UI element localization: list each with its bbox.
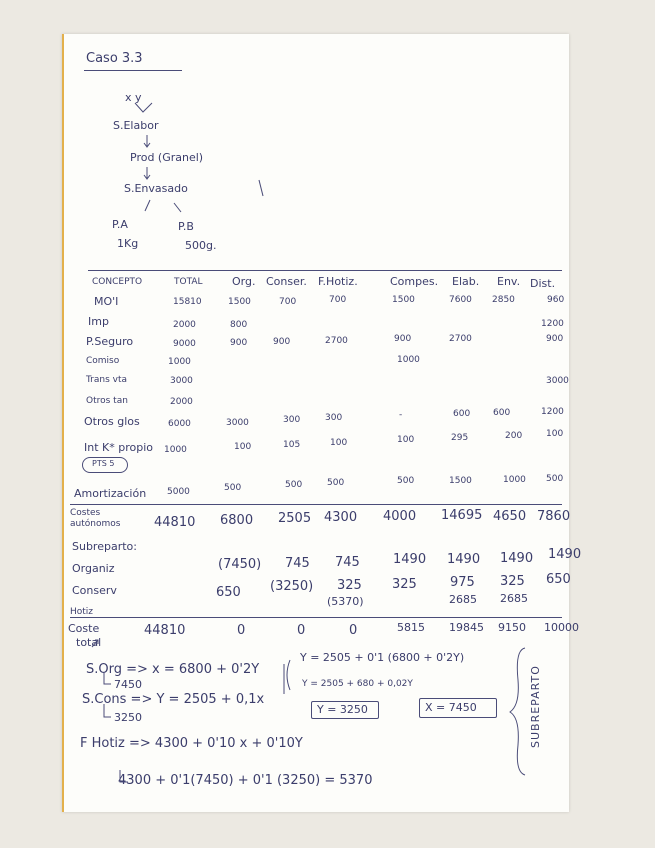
cell-fhot: 2700 bbox=[325, 336, 348, 346]
eq-y1: Y = 2505 + 0'1 (6800 + 0'2Y) bbox=[300, 651, 465, 664]
eq-cons-res: 3250 bbox=[114, 711, 142, 724]
cell-total: 9000 bbox=[173, 339, 196, 349]
subreparto-vertical: SUBREPARTO bbox=[529, 665, 542, 748]
org-row-env: 1490 bbox=[500, 551, 534, 566]
autonomos-label-2: autónomos bbox=[70, 519, 121, 529]
diagram-inputs: x y bbox=[125, 91, 142, 104]
cell-fhot: 500 bbox=[327, 478, 345, 488]
cell-comp: 1000 bbox=[397, 355, 420, 365]
cell-fhot: 100 bbox=[330, 438, 348, 448]
cell-total: 6000 bbox=[168, 419, 191, 429]
cell-comp: 1500 bbox=[392, 295, 415, 305]
cons-row-elab2: 2685 bbox=[449, 593, 477, 606]
cell-fhot: 700 bbox=[329, 295, 347, 305]
total-total: 44810 bbox=[144, 623, 186, 638]
cons-row-elab: 975 bbox=[450, 575, 475, 590]
cell-org: 1500 bbox=[228, 297, 251, 307]
org-row-org: (7450) bbox=[218, 557, 262, 572]
cell-cons: 105 bbox=[283, 440, 301, 450]
cell-dist: 3000 bbox=[546, 376, 569, 386]
autonomos-fhot: 4300 bbox=[324, 510, 358, 525]
cons-row-comp: 325 bbox=[392, 577, 417, 592]
row-concept: Otros tan bbox=[86, 396, 128, 406]
cell-cons: 500 bbox=[285, 480, 303, 490]
cell-total: 2000 bbox=[173, 320, 196, 330]
diagram-pb-qty: 500g. bbox=[185, 239, 217, 252]
total-fhot: 0 bbox=[349, 623, 358, 638]
autonomos-env: 4650 bbox=[493, 509, 527, 524]
cell-fhot: 300 bbox=[325, 413, 343, 423]
cons-row-fhot: 325 bbox=[337, 578, 362, 593]
cons-row-env: 325 bbox=[500, 574, 525, 589]
cell-env: 1000 bbox=[503, 475, 526, 485]
row-concept: Int K* propio bbox=[84, 441, 153, 454]
header-conser: Conser. bbox=[266, 275, 307, 288]
org-row-dist: 1490 bbox=[548, 547, 582, 562]
eq-ybox: Y = 3250 bbox=[317, 703, 368, 716]
cell-total: 1000 bbox=[168, 357, 191, 367]
cons-row-cons: (3250) bbox=[270, 579, 314, 594]
header-fhotiz: F.Hotiz. bbox=[318, 275, 358, 288]
header-concepto: CONCEPTO bbox=[92, 277, 143, 287]
cell-comp: - bbox=[399, 410, 403, 420]
total-label-2: total bbox=[76, 636, 102, 649]
hotiz-label: Hotiz bbox=[70, 607, 94, 617]
cell-cons: 700 bbox=[279, 297, 297, 307]
row-concept: Otros glos bbox=[84, 415, 140, 428]
eq-y2: Y = 2505 + 680 + 0,02Y bbox=[302, 679, 413, 689]
cell-total: 5000 bbox=[167, 487, 190, 497]
cell-cons: 900 bbox=[273, 337, 291, 347]
row-concept: Trans vta bbox=[86, 375, 128, 385]
row-concept: MO'I bbox=[94, 295, 119, 308]
cell-org: 900 bbox=[230, 338, 248, 348]
diagram-s-envasado: S.Envasado bbox=[124, 182, 188, 195]
cell-dist: 500 bbox=[546, 474, 564, 484]
eq-cons: S.Cons => Y = 2505 + 0,1x bbox=[82, 692, 265, 707]
header-org: Org. bbox=[232, 275, 256, 288]
cell-total: 1000 bbox=[164, 445, 187, 455]
cell-org: 3000 bbox=[226, 418, 249, 428]
case-title: Caso 3.3 bbox=[86, 51, 143, 66]
autonomos-cons: 2505 bbox=[278, 511, 312, 526]
cons-row-fhot2: (5370) bbox=[327, 595, 364, 608]
total-comp: 5815 bbox=[397, 621, 425, 634]
eq-org: S.Org => x = 6800 + 0'2Y bbox=[86, 662, 260, 677]
cons-row-concept: Conserv bbox=[72, 584, 117, 597]
cell-cons: 300 bbox=[283, 415, 301, 425]
eq-org-res: 7450 bbox=[114, 678, 142, 691]
cell-elab: 295 bbox=[451, 433, 469, 443]
cell-org: 100 bbox=[234, 442, 252, 452]
header-total: TOTAL bbox=[174, 277, 203, 287]
cell-elab: 600 bbox=[453, 409, 471, 419]
autonomos-org: 6800 bbox=[220, 513, 254, 528]
cell-dist: 1200 bbox=[541, 319, 564, 329]
pts-note: PTS 5 bbox=[92, 459, 115, 468]
autonomos-total: 44810 bbox=[154, 515, 196, 530]
header-compes: Compes. bbox=[390, 275, 439, 288]
total-label-1: Coste bbox=[68, 622, 100, 635]
total-env: 9150 bbox=[498, 621, 526, 634]
cell-comp: 500 bbox=[397, 476, 415, 486]
cell-total: 15810 bbox=[173, 297, 202, 307]
diagram-s-elabor: S.Elabor bbox=[113, 119, 159, 132]
cell-org: 800 bbox=[230, 320, 248, 330]
autonomos-comp: 4000 bbox=[383, 509, 417, 524]
header-elab: Elab. bbox=[452, 275, 480, 288]
diagram-pa: P.A bbox=[112, 218, 128, 231]
cell-env: 2850 bbox=[492, 295, 515, 305]
diagram-pa-qty: 1Kg bbox=[117, 237, 139, 250]
header-dist: Dist. bbox=[530, 277, 556, 290]
diagram-pb: P.B bbox=[178, 220, 194, 233]
org-row-elab: 1490 bbox=[447, 552, 481, 567]
autonomos-elab: 14695 bbox=[441, 508, 483, 523]
subreparto-label: Subreparto: bbox=[72, 540, 137, 553]
cell-dist: 1200 bbox=[541, 407, 564, 417]
cell-comp: 900 bbox=[394, 334, 412, 344]
eq-fhotiz: F Hotiz => 4300 + 0'10 x + 0'10Y bbox=[80, 736, 303, 751]
eq-xbox: X = 7450 bbox=[425, 701, 477, 714]
cell-elab: 1500 bbox=[449, 476, 472, 486]
org-row-comp: 1490 bbox=[393, 552, 427, 567]
row-concept: Amortización bbox=[74, 487, 147, 500]
total-org: 0 bbox=[237, 623, 246, 638]
total-cons: 0 bbox=[297, 623, 306, 638]
org-row-fhot: 745 bbox=[335, 555, 360, 570]
cell-env: 200 bbox=[505, 431, 523, 441]
total-dist: 10000 bbox=[544, 621, 579, 634]
cell-dist: 960 bbox=[547, 295, 565, 305]
cons-row-env2: 2685 bbox=[500, 592, 528, 605]
row-concept: Imp bbox=[88, 315, 109, 328]
cell-comp: 100 bbox=[397, 435, 415, 445]
cell-org: 500 bbox=[224, 483, 242, 493]
cell-dist: 900 bbox=[546, 334, 564, 344]
cell-elab: 2700 bbox=[449, 334, 472, 344]
header-env: Env. bbox=[497, 275, 521, 288]
cons-row-org: 650 bbox=[216, 585, 241, 600]
total-elab: 19845 bbox=[449, 621, 484, 634]
cell-elab: 7600 bbox=[449, 295, 472, 305]
org-row-cons: 745 bbox=[285, 556, 310, 571]
eq-fhotiz-res: 4300 + 0'1(7450) + 0'1 (3250) = 5370 bbox=[118, 773, 373, 788]
row-concept: Comiso bbox=[86, 356, 120, 366]
org-row-concept: Organiz bbox=[72, 562, 115, 575]
diagram-prod: Prod (Granel) bbox=[130, 151, 204, 164]
row-concept: P.Seguro bbox=[86, 335, 134, 348]
autonomos-label-1: Costes bbox=[70, 508, 101, 518]
cell-total: 3000 bbox=[170, 376, 193, 386]
cell-dist: 100 bbox=[546, 429, 564, 439]
autonomos-dist: 7860 bbox=[537, 509, 571, 524]
cons-row-dist: 650 bbox=[546, 572, 571, 587]
cell-env: 600 bbox=[493, 408, 511, 418]
cell-total: 2000 bbox=[170, 397, 193, 407]
